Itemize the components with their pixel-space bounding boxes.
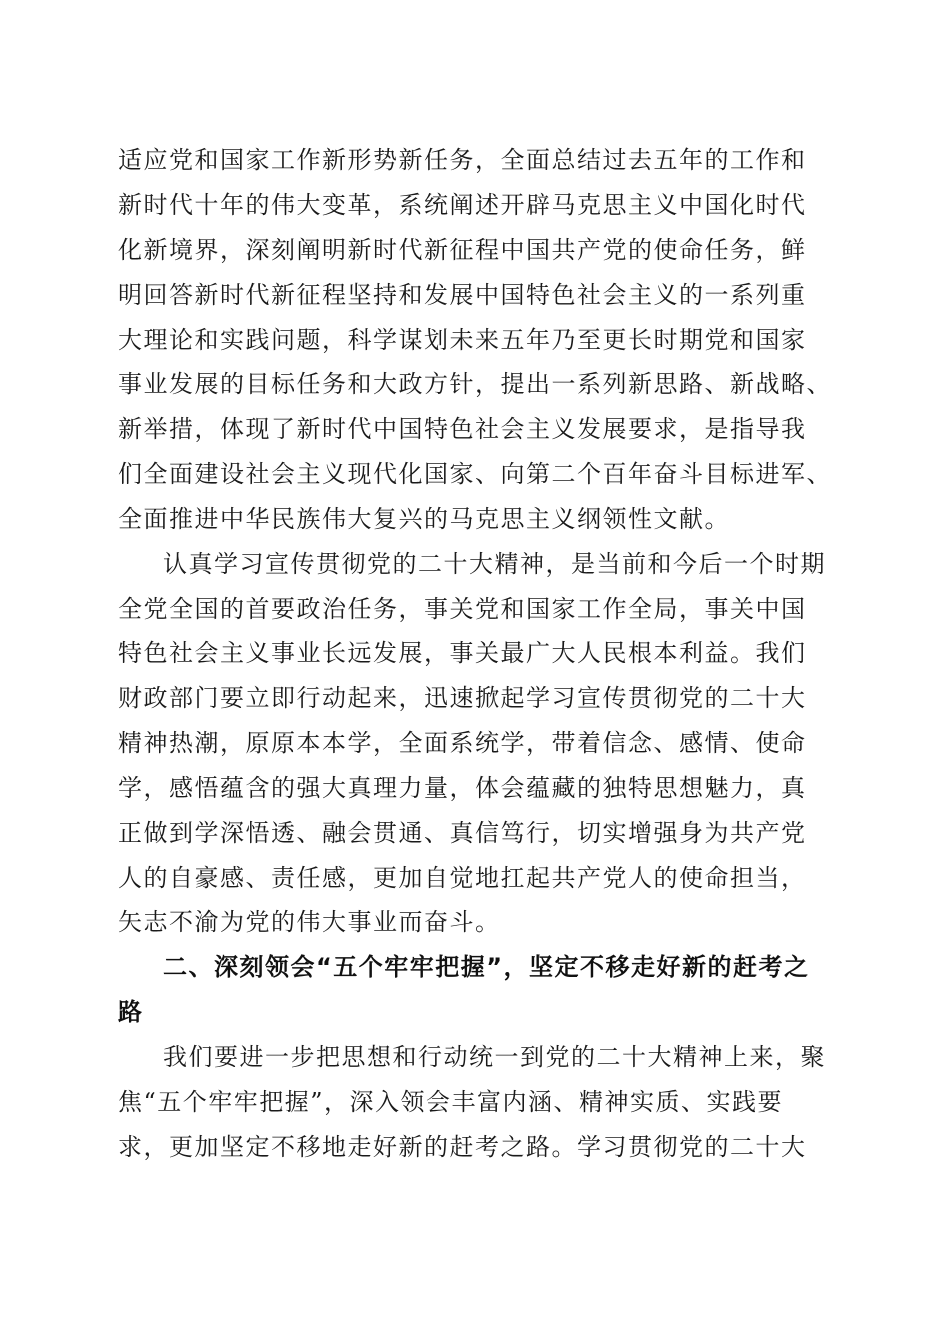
- section-heading-continuation: 路: [118, 998, 144, 1026]
- text-line: 特色社会主义事业长远发展，事关最广大人民根本利益。我们: [118, 639, 807, 667]
- text-line: 焦“五个牢牢把握”，深入领会丰富内涵、精神实质、实践要: [118, 1088, 784, 1116]
- text-line: 学，感悟蕴含的强大真理力量，体会蕴藏的独特思想魅力，真: [118, 774, 807, 802]
- text-line: 化新境界，深刻阐明新时代新征程中国共产党的使命任务，鲜: [118, 236, 807, 264]
- paragraph-first-line: 我们要进一步把思想和行动统一到党的二十大精神上来，聚: [163, 1043, 826, 1071]
- text-line: 事业发展的目标任务和大政方针，提出一系列新思路、新战略、: [118, 370, 832, 398]
- text-line: 矢志不渝为党的伟大事业而奋斗。: [118, 908, 501, 936]
- text-line: 新时代十年的伟大变革，系统阐述开辟马克思主义中国化时代: [118, 191, 807, 219]
- text-line: 新举措，体现了新时代中国特色社会主义发展要求，是指导我: [118, 415, 807, 443]
- text-line: 们全面建设社会主义现代化国家、向第二个百年奋斗目标进军、: [118, 460, 832, 488]
- text-line: 全党全国的首要政治任务，事关党和国家工作全局，事关中国: [118, 595, 807, 623]
- text-line: 适应党和国家工作新形势新任务，全面总结过去五年的工作和: [118, 146, 807, 174]
- text-line: 财政部门要立即行动起来，迅速掀起学习宣传贯彻党的二十大: [118, 684, 807, 712]
- text-line: 正做到学深悟透、融会贯通、真信笃行，切实增强身为共产党: [118, 819, 807, 847]
- text-line: 求，更加坚定不移地走好新的赶考之路。学习贯彻党的二十大: [118, 1133, 807, 1161]
- text-line: 精神热潮，原原本本学，全面系统学，带着信念、感情、使命: [118, 729, 807, 757]
- paragraph-first-line: 认真学习宣传贯彻党的二十大精神，是当前和今后一个时期: [163, 550, 826, 578]
- section-heading: 二、深刻领会“五个牢牢把握”，坚定不移走好新的赶考之: [163, 953, 810, 981]
- text-line: 大理论和实践问题，科学谋划未来五年乃至更长时期党和国家: [118, 326, 807, 354]
- text-line: 明回答新时代新征程坚持和发展中国特色社会主义的一系列重: [118, 281, 807, 309]
- text-line: 全面推进中华民族伟大复兴的马克思主义纲领性文献。: [118, 505, 730, 533]
- text-line: 人的自豪感、责任感，更加自觉地扛起共产党人的使命担当，: [118, 864, 807, 892]
